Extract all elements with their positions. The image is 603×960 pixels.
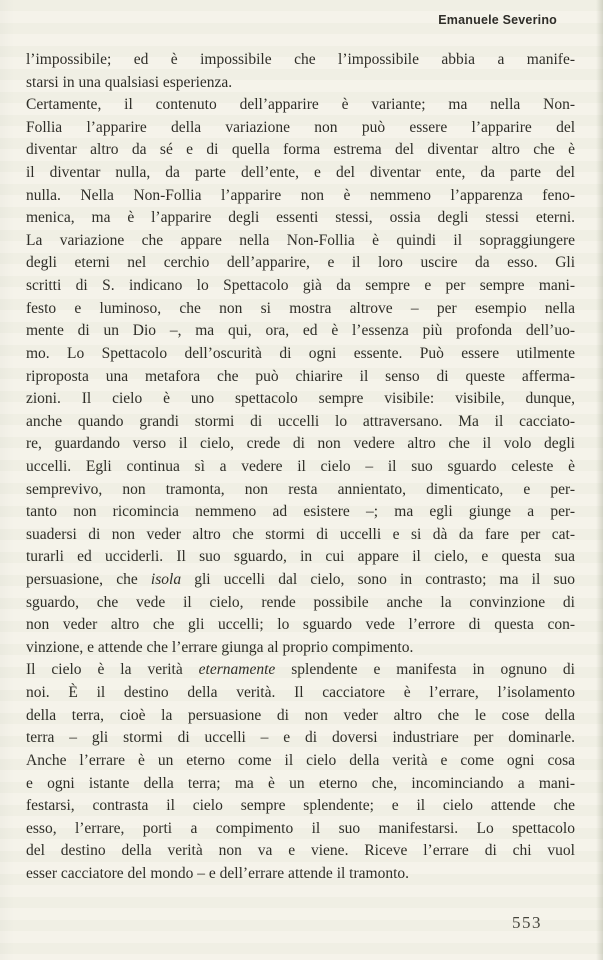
text-segment: degli eterni nel cerchio dell’apparire, e il loro uscire da esso. Gli [26,254,575,272]
text-segment: re, guardando verso il cielo, crede di non vedere altro che il volo degli [26,435,575,453]
text-line [26,320,575,343]
text-segment: della terra, cioè la persuasione di non veder altro che le cose della [26,706,575,724]
text-line [26,773,575,796]
text-segment: riproposta una metafora che può chiarire il senso di queste afferma- [26,367,575,385]
text-line [26,207,575,230]
text-segment: splendente e manifesta in ognuno di [275,661,575,679]
text-segment: persuasione, che [26,571,151,589]
text-line [26,230,575,253]
text-line [26,433,575,456]
text-line [26,750,575,773]
text-line [26,637,575,660]
text-segment: non veder altro che gli uccelli; lo sguardo vede l’errore di questa con- [26,616,575,634]
text-segment: uccelli. Egli continua sì a vedere il cielo – il suo sguardo celeste è [26,457,575,475]
text-line [26,592,575,615]
text-line [26,659,575,682]
text-segment: l’impossibile; ed è impossibile che l’impossibile abbia a manife- [26,51,575,68]
text-segment: vinzione, e attende che l’errare giunga al proprio compimento. [26,638,414,656]
text-segment: anche quando grandi stormi di uccelli lo attraversano. Ma il cacciato- [26,412,575,430]
text-segment: Follia l’apparire della variazione non può essere l’apparire del [26,118,575,136]
text-line [26,863,575,886]
text-line [26,614,575,637]
text-segment: noi. È il destino della verità. Il cacciatore è l’errare, l’isolamento [26,684,575,702]
text-segment: semprevivo, non tramonta, non resta annientato, dimenticato, e per- [26,480,575,498]
text-line [26,546,575,569]
text-line [26,366,575,389]
text-line [26,727,575,750]
text-line [26,343,575,366]
text-segment: festarsi, contrasta il cielo sempre splendente; e il cielo attende che [26,797,575,815]
text-segment: il diventar nulla, da parte dell’ente, e del diventar ente, da parte del [26,164,575,182]
page-number: 553 [512,913,542,932]
text-segment: terra – gli stormi di uccelli – e di doversi industriare per dominarle. [26,729,575,747]
text-segment: turarli ed ucciderli. Il suo sguardo, in cui appare il cielo, e questa sua [26,548,575,566]
scan-edge-shadow [596,0,603,960]
body-text [26,49,575,886]
text-segment: menica, ma è l’apparire degli essenti stessi, ossia degli stessi eterni. [26,209,575,227]
text-line [26,252,575,275]
text-line [26,72,575,95]
text-line [26,818,575,841]
text-segment: esser cacciatore del mondo – e dell’errare attende il tramonto. [26,864,410,882]
italic-text-segment: eternamente [198,661,276,679]
text-line [26,705,575,728]
text-line [26,185,575,208]
text-segment: Certamente, il contenuto dell’apparire è variante; ma nella Non- [26,96,575,114]
text-segment: sguardo, che vede il cielo, rende possibile anche la convinzione di [26,593,575,611]
text-segment: Il cielo è la verità [26,661,199,679]
text-segment: festo e luminoso, che non si mostra altrove – per esempio nella [26,299,575,317]
italic-text-segment: isola [150,571,182,589]
text-segment: starsi in una qualsiasi esperienza. [26,73,233,91]
text-segment: scritti di S. indicano lo Spettacolo già da sempre e per sempre mani- [26,277,575,295]
text-line [26,139,575,162]
author-name: Emanuele Severino [438,13,557,27]
text-line [26,795,575,818]
text-segment: esso, l’errare, porti a compimento il suo manifestarsi. Lo spettacolo [26,819,575,837]
text-line [26,456,575,479]
text-line [26,501,575,524]
text-segment: mo. Lo Spettacolo dell’oscurità di ogni essente. Può essere utilmente [26,344,575,362]
text-line [26,162,575,185]
text-line [26,388,575,411]
text-line [26,117,575,140]
text-segment: nulla. Nella Non-Follia l’apparire non è nemmeno l’apparenza feno- [26,186,575,204]
text-segment: mente di un Dio –, ma qui, ora, ed è l’essenza più profonda dell’uo- [26,322,575,340]
text-line [26,94,575,117]
text-line [26,524,575,547]
text-segment: zioni. Il cielo è uno spettacolo sempre visibile: visibile, dunque, [26,390,575,408]
text-segment: e ogni istante della terra; ma è un eterno che, incominciando a mani- [26,774,575,792]
text-segment: gli uccelli dal cielo, sono in contrasto; ma il suo [181,571,575,589]
text-line [26,275,575,298]
text-line [26,298,575,321]
text-line [26,569,575,592]
text-line [26,479,575,502]
text-line [26,49,575,72]
text-line [26,682,575,705]
text-segment: Anche l’errare è un eterno come il cielo della verità e come ogni cosa [26,751,575,769]
text-segment: del destino della verità non va e viene. Riceve l’errare di chi vuol [26,842,575,860]
running-header [438,13,557,27]
text-segment: diventar altro da sé e di quella forma estrema del diventar altro che è [26,141,575,159]
text-segment: tanto non ricomincia nemmeno ad esistere –; ma egli giunge a per- [26,503,575,521]
text-segment: La variazione che appare nella Non-Follia è quindi il sopraggiungere [26,231,575,249]
text-segment: suadersi di non veder altro che stormi di uccelli e si dà da fare per cat- [26,525,575,543]
text-line [26,411,575,434]
text-line [26,840,575,863]
